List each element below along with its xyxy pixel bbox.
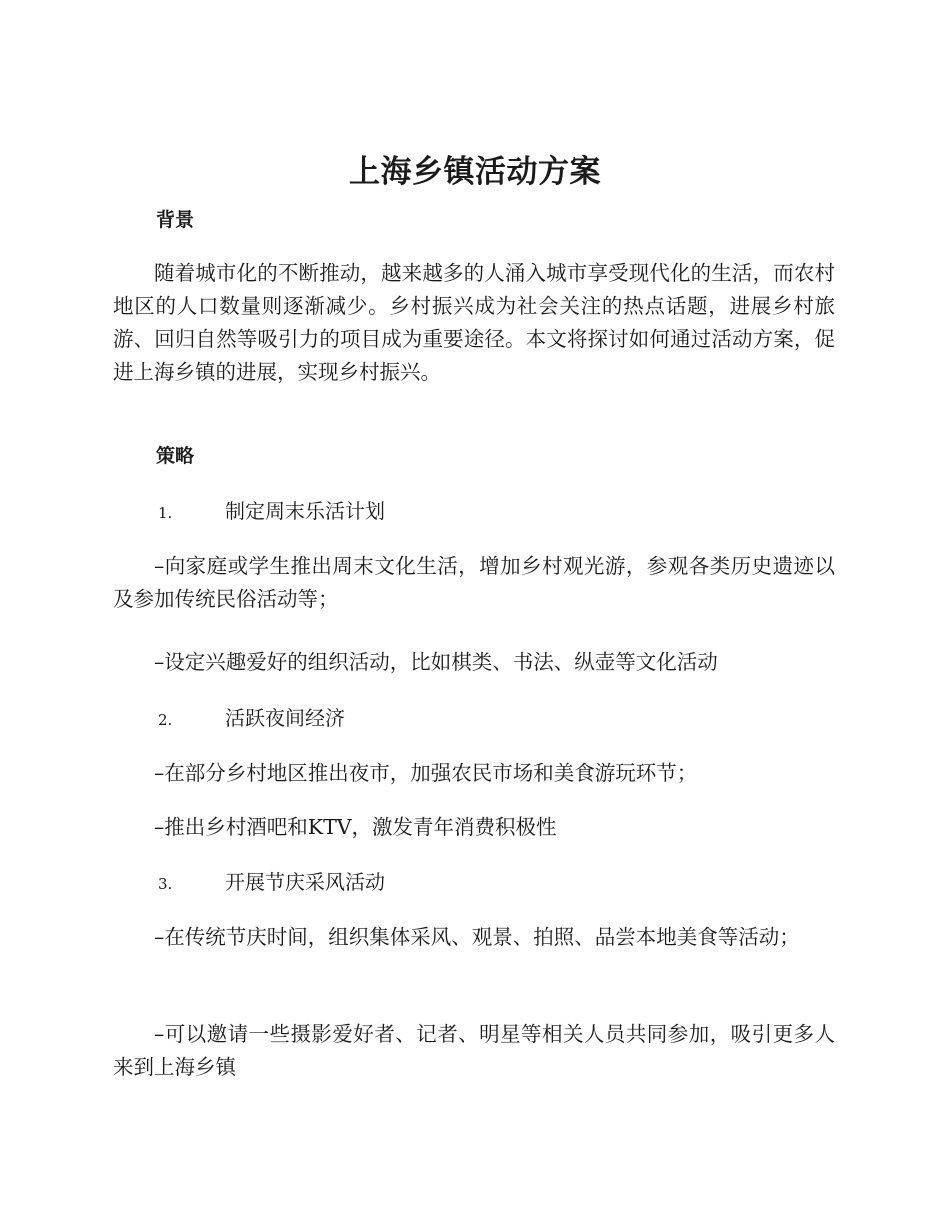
strategy-point: –在传统节庆时间，组织集体采风、观景、拍照、品尝本地美食等活动； (154, 925, 800, 949)
list-number: 2. (158, 711, 173, 729)
strategy-item-3 (158, 868, 385, 898)
strategy-item-title: 制定周末乐活计划 (225, 499, 385, 523)
strategy-item-1 (158, 497, 385, 527)
section-heading-background: 背景 (156, 209, 195, 231)
list-number: 1. (158, 504, 173, 522)
list-number: 3. (158, 875, 173, 893)
strategy-item-title: 活跃夜间经济 (225, 706, 345, 730)
strategy-point: –向家庭或学生推出周末文化生活，增加乡村观光游，参观各类历史遗迹以及参加传统民俗活动等； (113, 554, 835, 611)
strategy-point: –可以邀请一些摄影爱好者、记者、明星等相关人员共同参加，吸引更多人来到上海乡镇 (113, 1022, 835, 1079)
section-heading-strategy: 策略 (156, 445, 195, 467)
strategy-point: –在部分乡村地区推出夜市，加强农民市场和美食游玩环节； (154, 761, 698, 785)
strategy-item-title: 开展节庆采风活动 (225, 870, 385, 894)
document-title: 上海乡镇活动方案 (349, 154, 601, 190)
strategy-point: –推出乡村酒吧和KTV，激发青年消费积极性 (154, 815, 557, 839)
background-paragraph: 随着城市化的不断推动，越来越多的人涌入城市享受现代化的生活，而农村地区的人口数量则逐渐减少。乡村振兴成为社会关注的热点话题，进展乡村旅游、回归自然等吸引力的项目成为重要途径。本文将探讨如何通过活动方案，促进上海乡镇的进展，实现乡村振兴。 (113, 261, 835, 384)
strategy-item-2 (158, 704, 345, 734)
strategy-point: –设定兴趣爱好的组织活动，比如棋类、书法、纵壶等文化活动 (154, 650, 718, 674)
